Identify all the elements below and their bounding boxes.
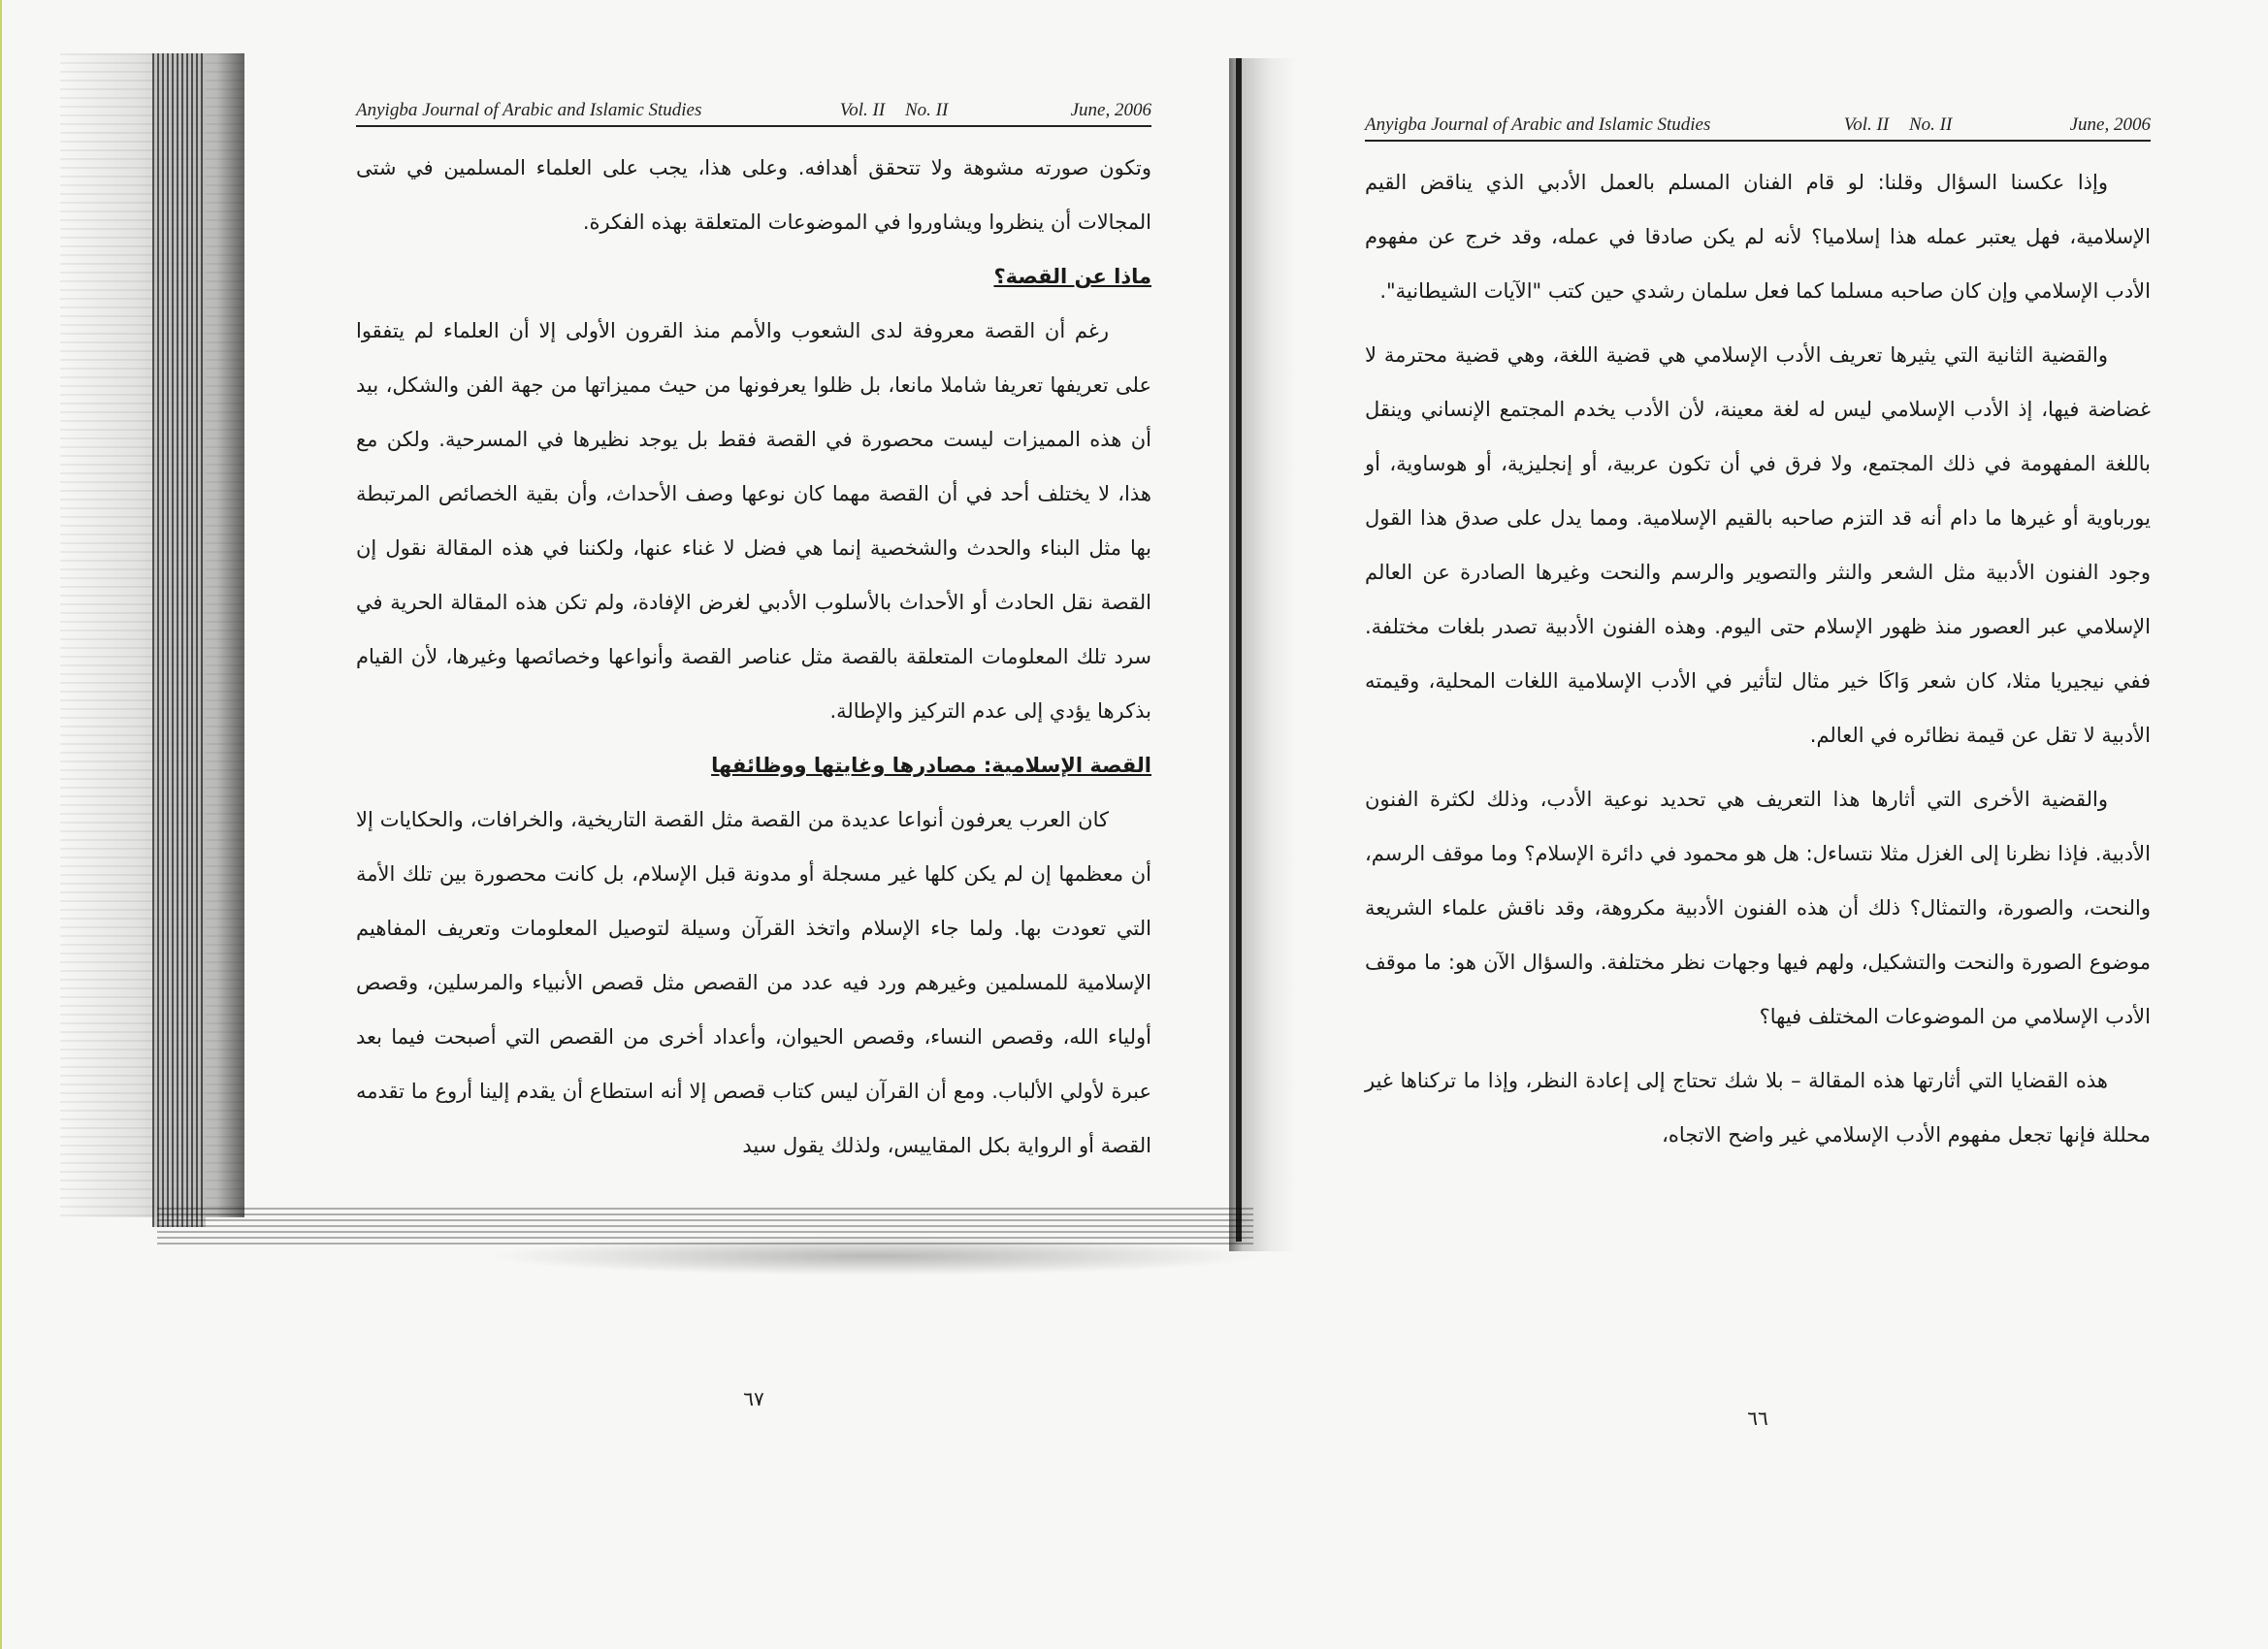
page-number: ٦٦ bbox=[1747, 1406, 1768, 1430]
right-page bbox=[1365, 107, 2151, 1430]
journal-title: Anyigba Journal of Arabic and Islamic Studies bbox=[356, 100, 702, 120]
bottom-shadow bbox=[487, 1237, 1263, 1276]
issue-date: June, 2006 bbox=[1070, 100, 1151, 120]
issue-number: No. II bbox=[1908, 114, 1953, 135]
left-body-text bbox=[356, 141, 1151, 1173]
volume: Vol. II bbox=[839, 100, 886, 120]
paragraph: وتكون صورته مشوهة ولا تتحقق أهدافه. وعلى هذا، يجب على العلماء المسلمين في شتى المجالات أن ينظروا ويشاوروا في الموضوعات المتعلقة بهذه الفكرة. bbox=[356, 156, 1151, 234]
left-page-edge-stack bbox=[152, 53, 206, 1227]
paragraph: والقضية الأخرى التي أثارها هذا التعريف هي تحديد نوعية الأدب، وذلك لكثرة الفنون الأدبية. فإذا نظرنا إلى الغزل مثلا نتساءل: هل هو محمود في دائرة الإسلام؟ وما موقف الرسم، والنحت، والصورة، والتمثال؟ ذلك أن هذه الفنون الأدبية مكروهة، وقد ناقش علماء الشريعة موضوع الصورة والنحت والتشكيل، ولهم فيها وجهات نظر مختلفة. والسؤال الآن هو: ما موقف الأدب الإسلامي من الموضوعات المختلف فيها؟ bbox=[1365, 788, 2151, 1028]
paragraph: كان العرب يعرفون أنواعا عديدة من القصة مثل القصة التاريخية، والخرافات، والحكايات إلا أن معظمها إن لم يكن كلها غير مسجلة أو مدونة قبل الإسلام، بل كانت محصورة بين تلك الأمة التي تعودت بها. ولما جاء الإسلام واتخذ القرآن وسيلة لتوصيل المعلومات وتعريف المفاهيم الإسلامية للمسلمين وغيرهم ورد فيه عدد من القصص مثل قصص الأنبياء والمرسلين، وقصص أولياء الله، وقصص النساء، وقصص الحيوان، وأعداد أخرى من القصص التي أصبحت فيما بعد عبرة لأولي الألباب. ومع أن القرآن ليس كتاب قصص إلا أنه استطاع أن يقدم إلينا أروع ما تقدمه القصة أو الرواية بكل المقاييس، ولذلك يقول سيد bbox=[356, 808, 1151, 1157]
issue-number: No. II bbox=[904, 100, 949, 120]
volume: Vol. II bbox=[1843, 114, 1890, 135]
left-page bbox=[356, 92, 1151, 1410]
issue-date: June, 2006 bbox=[2069, 114, 2151, 135]
paragraph: وإذا عكسنا السؤال وقلنا: لو قام الفنان المسلم بالعمل الأدبي الذي يناقض القيم الإسلامية، فهل يعتبر عمله هذا إسلاميا؟ لأنه لم يكن صادقا في عمله، وقد خرج عن مفهوم الأدب الإسلامي وإن كان صاحبه مسلما كما فعل سلمان رشدي حين كتب "الآيات الشيطانية". bbox=[1365, 171, 2151, 303]
running-header bbox=[1365, 107, 2151, 142]
right-body-text bbox=[1365, 155, 2151, 1162]
journal-title: Anyigba Journal of Arabic and Islamic Studies bbox=[1365, 114, 1711, 135]
volume-issue bbox=[1829, 114, 1953, 136]
running-header bbox=[356, 92, 1151, 127]
paragraph: هذه القضايا التي أثارتها هذه المقالة – بلا شك تحتاج إلى إعادة النظر، وإذا ما تركناها غير محللة فإنها تجعل مفهوم الأدب الإسلامي غير واضح الاتجاه، bbox=[1365, 1069, 2151, 1147]
section-heading: القصة الإسلامية: مصادرها وغايتها ووظائفها bbox=[711, 754, 1151, 777]
section-heading: ماذا عن القصة؟ bbox=[993, 265, 1151, 288]
paragraph: والقضية الثانية التي يثيرها تعريف الأدب الإسلامي هي قضية اللغة، وهي قضية محترمة لا غضاضة فيها، إذ الأدب الإسلامي ليس له لغة معينة، لأن الأدب يخدم المجتمع الإنساني وينقل باللغة المفهومة في ذلك المجتمع، ولا فرق في أن تكون عربية، أو إنجليزية، أو هوساوية، أو يورباوية أو غيرها ما دام أنه قد التزم صاحبه بالقيم الإسلامية. ومما يدل على صدق هذا القول وجود الفنون الأدبية مثل الشعر والنثر والتصوير والرسم والنحت وغيرها الصادرة عن العالم الإسلامي عبر العصور منذ ظهور الإسلام حتى اليوم. وهذه الفنون الأدبية تصدر بلغات مختلفة. ففي نيجيريا مثلا، كان شعر وَاكَا خير مثال لتأثير في الأدب الإسلامية اللغات المحلية، وقيمته الأدبية لا تقل عن قيمة نظائره في العالم. bbox=[1365, 343, 2151, 747]
center-gutter-line bbox=[1236, 58, 1242, 1242]
volume-issue bbox=[825, 100, 949, 121]
page-number: ٦٧ bbox=[743, 1387, 764, 1410]
paragraph: رغم أن القصة معروفة لدى الشعوب والأمم منذ القرون الأولى إلا أن العلماء لم يتفقوا على تعريفها تعريفا شاملا مانعا، بل ظلوا يعرفونها من حيث مميزاتها من جهة الفن والشكل، بيد أن هذه المميزات ليست محصورة في القصة فقط بل يوجد نظيرها في المسرحية. ولكن مع هذا، لا يختلف أحد في أن القصة مهما كان نوعها وصف الأحداث، وأن بقية الخصائص المرتبطة بها مثل البناء والحدث والشخصية إنما هي فضل لا غناء عنها، ولكننا في هذه المقالة نقول إن القصة نقل الحادث أو الأحداث بالأسلوب الأدبي لغرض الإفادة، ولم تكن هذه المقالة الحرية في سرد تلك المعلومات المتعلقة بالقصة مثل عناصر القصة وأنواعها وخصائصها وغيرها، لأن القيام بذكرها يؤدي إلى عدم التركيز والإطالة. bbox=[356, 319, 1151, 723]
